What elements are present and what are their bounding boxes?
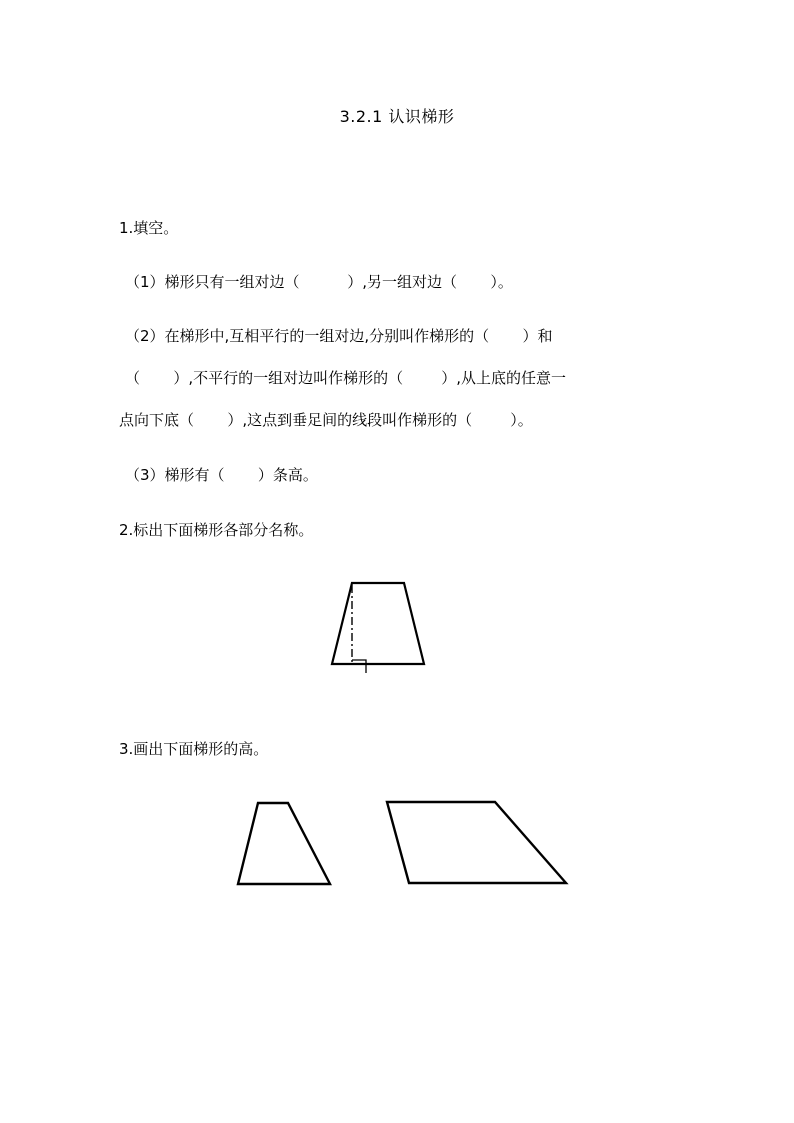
section-2-heading: 2.标出下面梯形各部分名称。 <box>119 521 314 539</box>
question-1-2-line-3: 点向下底（ ）,这点到垂足间的线段叫作梯形的（ ）。 <box>119 411 533 429</box>
question-1-1-line-1: （1）梯形只有一组对边（ ）,另一组对边（ ）。 <box>125 273 513 291</box>
q3-left-trapezoid-figure <box>230 795 340 893</box>
q3-left-trapezoid-outline <box>238 803 330 884</box>
section-1-heading: 1.填空。 <box>119 219 179 237</box>
q3-right-trapezoid-figure <box>380 795 575 893</box>
q3-right-trapezoid-outline <box>387 802 566 883</box>
section-3-heading: 3.画出下面梯形的高。 <box>119 740 269 758</box>
question-1-3-line-1: （3）梯形有（ ）条高。 <box>125 466 318 484</box>
page-title: 3.2.1 认识梯形 <box>339 107 455 126</box>
question-1-2-line-2: （ ）,不平行的一组对边叫作梯形的（ ）,从上底的任意一 <box>125 369 567 387</box>
q2-trapezoid-figure <box>325 575 435 680</box>
q2-right-angle-mark <box>352 660 366 673</box>
q2-trapezoid-outline <box>332 583 424 664</box>
question-1-2-line-1: （2）在梯形中,互相平行的一组对边,分别叫作梯形的（ ）和 <box>125 327 553 345</box>
